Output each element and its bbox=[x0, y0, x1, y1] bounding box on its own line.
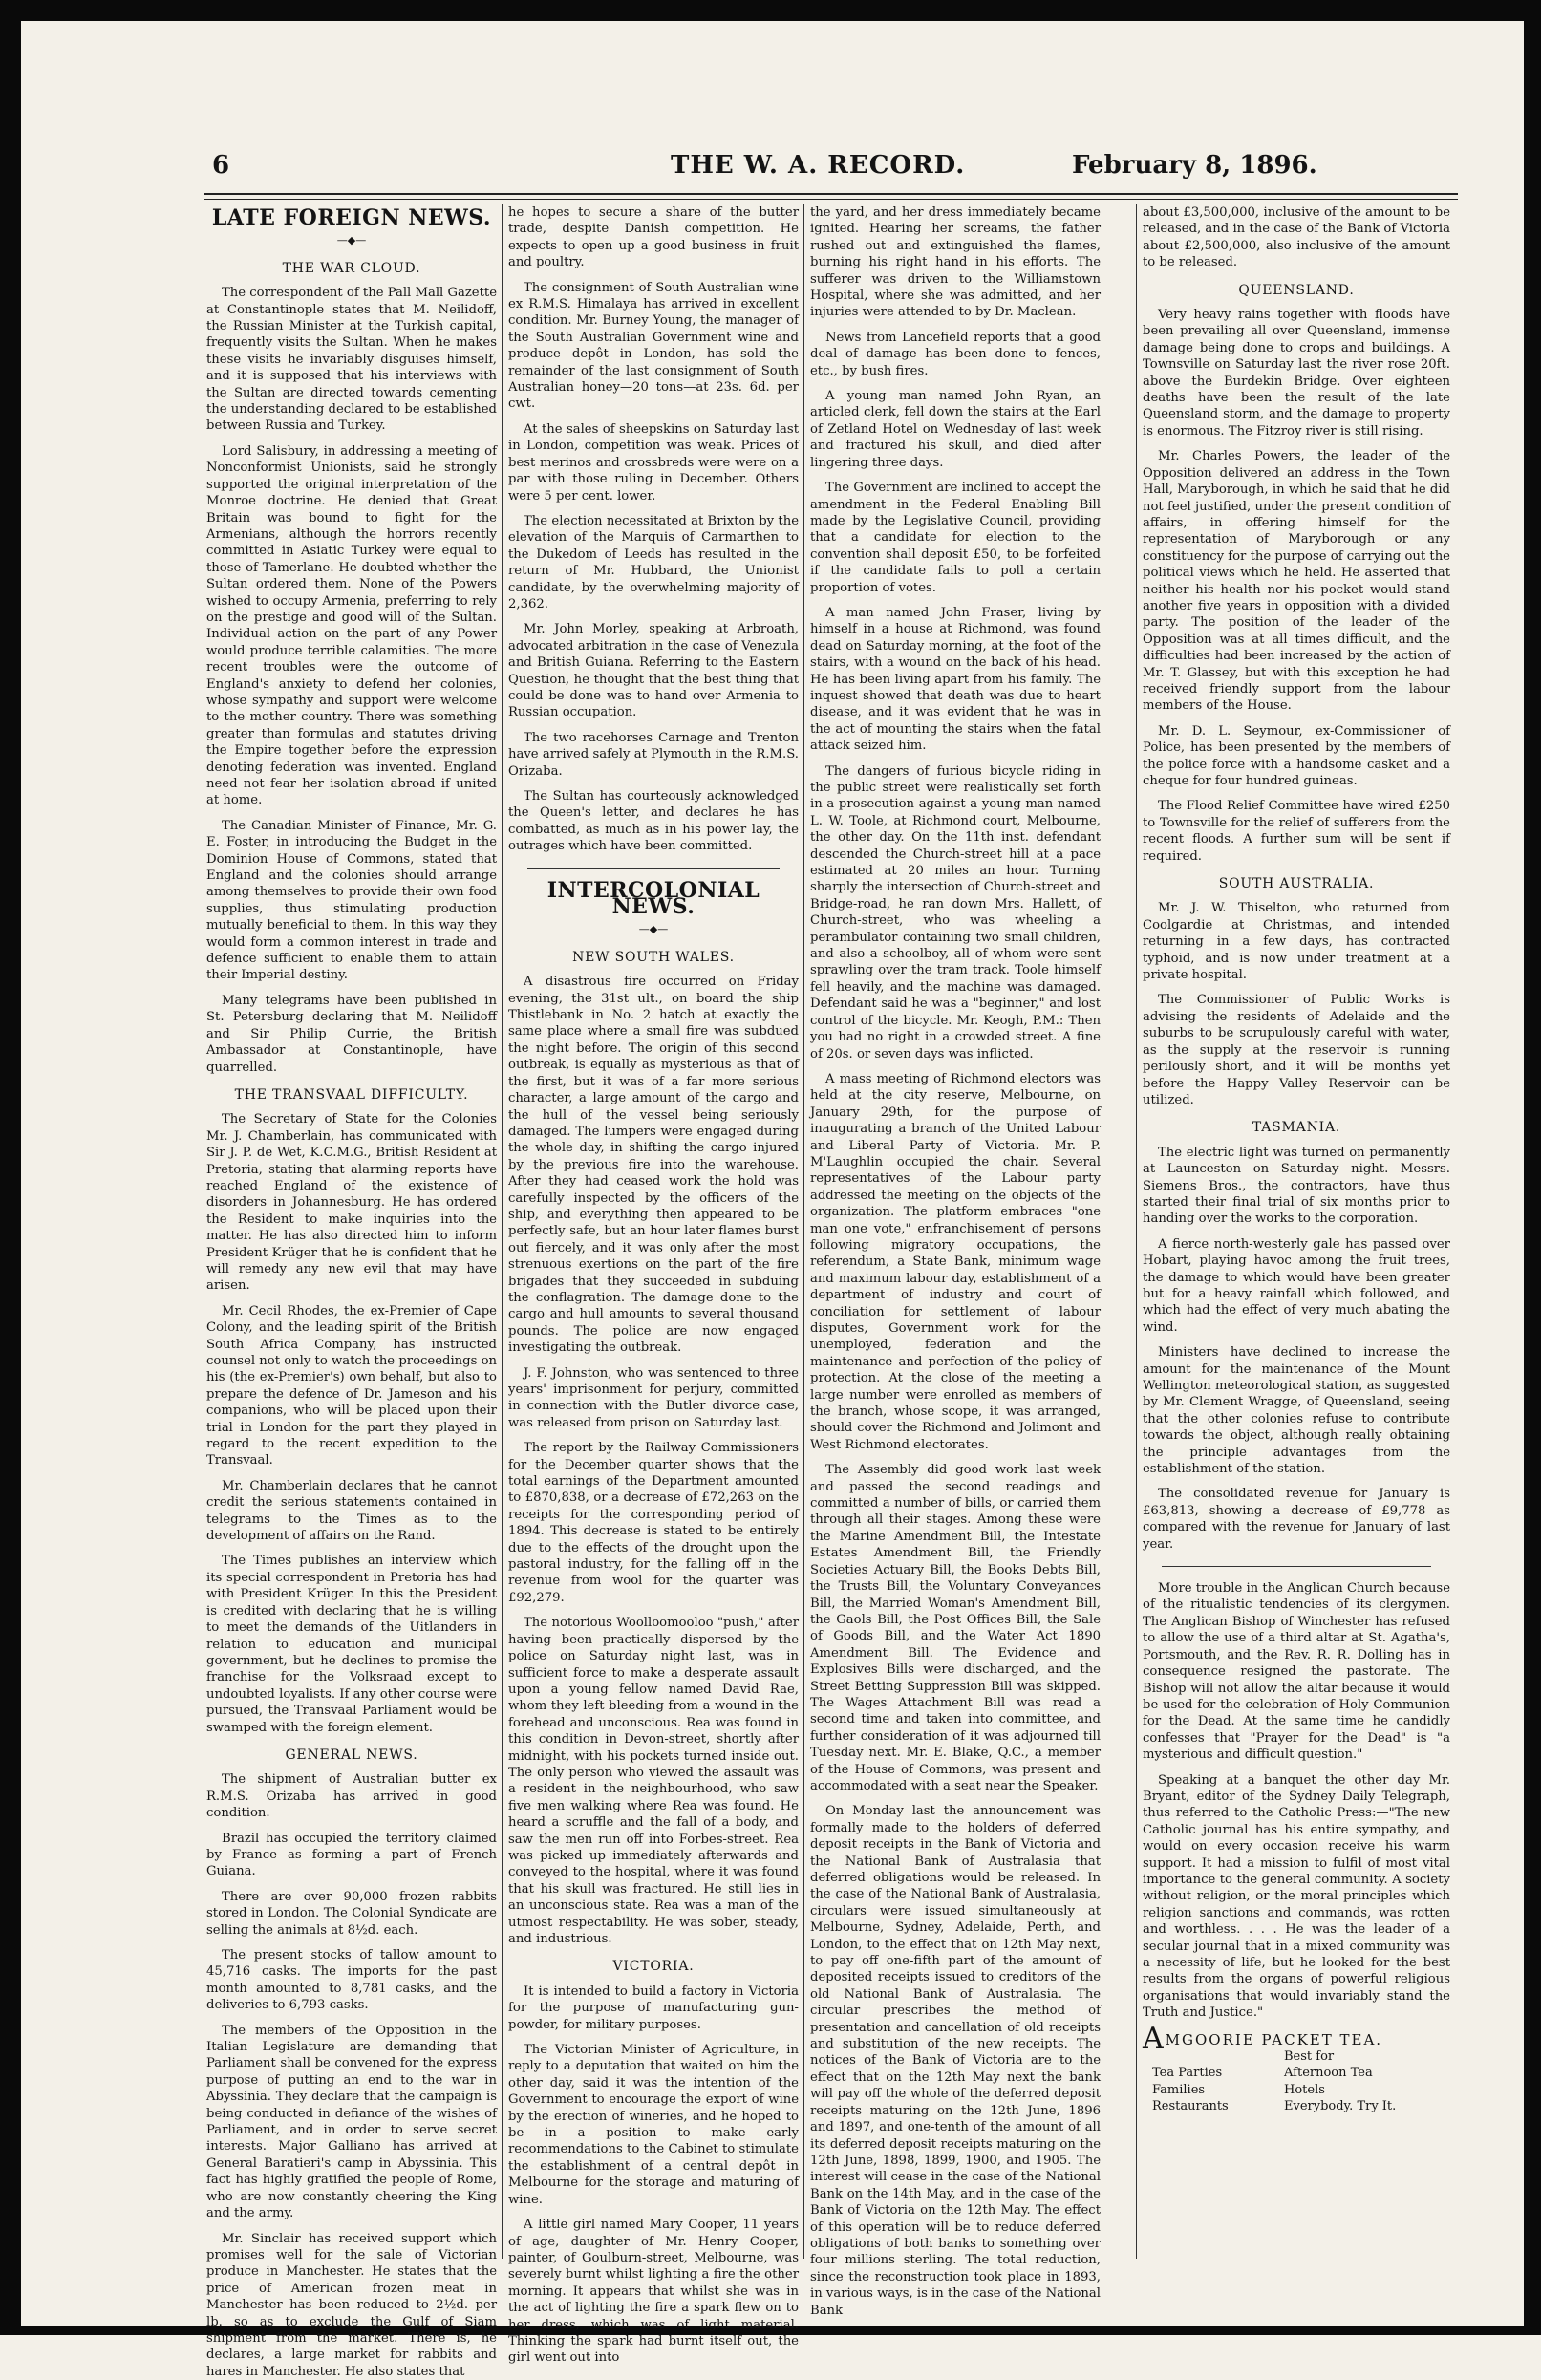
article-paragraph: Mr. Sinclair has received support which promises well for the sale of Victorian produce in Manchester. He states that the price of American frozen meat in Manchester has been reduced to 2½d. per lb. so as to exclude the Gulf of Siam shipment from the market. There is, he declares, a large market for rabbits and hares in Manchester. He also states that bbox=[206, 2231, 497, 2380]
article-paragraph: about £3,500,000, inclusive of the amount to be released, and in the case of the Bank of Victoria about £2,500,000, also inclusive of the amount to be released. bbox=[1143, 204, 1450, 271]
article-paragraph: A little girl named Mary Cooper, 11 years of age, daughter of Mr. Henry Cooper, painter, of Goulburn-street, Melbourne, was severely burnt whilst lighting a fire the other morning. It appears that whilst she was in the act of lighting the fire a spark flew on to her dress, which was of light material. Thinking the spark had burnt itself out, the girl went out into bbox=[508, 2217, 799, 2367]
ad-row bbox=[1143, 2082, 1450, 2098]
column-rule bbox=[803, 204, 804, 2259]
article-paragraph: Brazil has occupied the territory claimed by France as forming a part of French Guiana. bbox=[206, 1831, 497, 1880]
article-paragraph: The election necessitated at Brixton by the elevation of the Marquis of Carmarthen to the Dukedom of Leeds has resulted in the return of Mr. Hubbard, the Unionist candidate, by the overwhelming majority of 2,362. bbox=[508, 513, 799, 612]
article-paragraph: A disastrous fire occurred on Friday evening, the 31st ult., on board the ship Thistlebank in No. 2 hatch at exactly the same place where a small fire was subdued the night before. The origin of this second outbreak, is equally as mysterious as that of the first, but it was of a far more serious character, a large amount of the cargo and the hull of the vessel being seriously damaged. The lumpers were engaged during the whole day, in shifting the cargo injured by the previous fire into the warehouse. After they had ceased work the hold was carefully inspected by the officers of the ship, and everything then appeared to be perfectly safe, but an hour later flames burst out fiercely, and it was only after the most strenuous exertions on the part of the fire brigades that they succeeded in subduing the conflagration. The damage done to the cargo and hull amounts to several thousand pounds. The police are now engaged investigating the outbreak. bbox=[508, 974, 799, 1356]
article-paragraph: Ministers have declined to increase the amount for the maintenance of the Mount Wellington meteorological station, as suggested by Mr. Clement Wragge, of Queensland, seeing that the other colonies refuse to contribute towards the object, although really obtaining the principle advantages from the establishment of the station. bbox=[1143, 1344, 1450, 1477]
section-divider bbox=[527, 868, 780, 869]
article-paragraph: The members of the Opposition in the Italian Legislature are demanding that Parliament shall be convened for the express purpose of putting an end to the war in Abyssinia. They declare that the campaign is being conducted in defiance of the wishes of Parliament, and in order to serve secret interests. Major Galliano has arrived at General Baratieri's camp in Abyssinia. This fact has highly gratified the people of Rome, who are now constantly cheering the King and the army. bbox=[206, 2023, 497, 2222]
ad-item: Tea Parties bbox=[1143, 2065, 1284, 2081]
article-paragraph: The Government are inclined to accept the amendment in the Federal Enabling Bill made by the Legislative Council, providing that a candidate for election to the convention shall deposit £50, to be forfeited if the candidate fails to poll a certain proportion of votes. bbox=[810, 480, 1101, 596]
article-paragraph: The consolidated revenue for January is £63,813, showing a decrease of £9,778 as compared with the revenue for January of last year. bbox=[1143, 1486, 1450, 1553]
subheading-new-south-wales: NEW SOUTH WALES. bbox=[508, 950, 799, 966]
article-paragraph: Mr. D. L. Seymour, ex-Commissioner of Police, has been presented by the members of the police force with a handsome casket and a cheque for four hundred guineas. bbox=[1143, 723, 1450, 790]
article-paragraph: Very heavy rains together with floods have been prevailing all over Queensland, immense damage being done to crops and buildings. A Townsville on Saturday last the river rose 20ft. above the Burdekin Bridge. Over eighteen deaths have been the result of the late Queensland storm, and the damage to property is enormous. The Fitzroy river is still rising. bbox=[1143, 307, 1450, 440]
scan-border-right bbox=[1524, 0, 1541, 2335]
article-paragraph: the yard, and her dress immediately became ignited. Hearing her screams, the father rushed out and extinguished the flames, burning his right hand in his efforts. The sufferer was driven to the Williamstown Hospital, where she was admitted, and her injuries were attended to by Dr. Maclean. bbox=[810, 204, 1101, 321]
article-paragraph: The Assembly did good work last week and passed the second readings and committed a number of bills, or carried them through all their stages. Among these were the Marine Amendment Bill, the Intestate Estates Amendment Bill, the Friendly Societies Actuary Bill, the Books Debts Bill, the Trusts Bill, the Voluntary Conveyances Bill, the Married Woman's Amendment Bill, the Gaols Bill, the Post Offices Bill, the Sale of Goods Bill, and the Water Act 1890 Amendment Bill. The Evidence and Explosives Bills were discharged, and the Street Betting Suppression Bill was skipped. The Wages Attachment Bill was read a second time and taken into committee, and further consideration of it was adjourned till Tuesday next. Mr. E. Blake, Q.C., a member of the House of Commons, was present and accommodated with a seat near the Speaker. bbox=[810, 1462, 1101, 1794]
article-paragraph: There are over 90,000 frozen rabbits stored in London. The Colonial Syndicate are selling the animals at 8½d. each. bbox=[206, 1889, 497, 1939]
article-paragraph: The consignment of South Australian wine ex R.M.S. Himalaya has arrived in excellent condition. Mr. Burney Young, the manager of the South Australian Government wine and produce depôt in London, has sold the remainder of the last consignment of South Australian honey—20 tons—at 23s. 6d. per cwt. bbox=[508, 280, 799, 413]
article-paragraph: The present stocks of tallow amount to 45,716 casks. The imports for the past month amounted to 8,781 casks, and the deliveries to 6,793 casks. bbox=[206, 1947, 497, 2014]
ornament-divider: —◆— bbox=[508, 921, 799, 937]
article-paragraph: The report by the Railway Commissioners for the December quarter shows that the total earnings of the Department amounted to £870,838, or a decrease of £72,263 on the receipts for the corresponding period of 1894. This decrease is stated to be entirely due to the effects of the drought upon the pastoral industry, for the falling off in the revenue from wool for the quarter was £92,279. bbox=[508, 1440, 799, 1606]
subheading-victoria: VICTORIA. bbox=[508, 1959, 799, 1975]
section-heading-intercolonial-news: INTERCOLONIAL NEWS. bbox=[508, 883, 799, 916]
section-divider bbox=[1162, 1566, 1431, 1567]
column-4 bbox=[1143, 204, 1450, 2259]
subheading-tasmania: TASMANIA. bbox=[1143, 1120, 1450, 1136]
article-paragraph: The Victorian Minister of Agriculture, in reply to a deputation that waited on him the other day, said it was the intention of the Government to encourage the export of wine by the erection of wineries, and he hoped to be in a position to make early recommendations to the Cabinet to stimulate the establishment of a central depôt in Melbourne for the storage and maturing of wine. bbox=[508, 2042, 799, 2208]
article-paragraph: Mr. Charles Powers, the leader of the Opposition delivered an address in the Town Hall, Maryborough, in which he said that he did not feel justified, under the present condition of affairs, in offering himself for the representation of Maryborough or any constituency for the purpose of carrying out the political views which he held. He asserted that neither his health nor his pocket would stand another five years in opposition with a divided party. The position of the leader of the Opposition was at all times difficult, and the difficulties had been increased by the action of Mr. T. Glassey, but with this exception he had received friendly support from the labour members of the House. bbox=[1143, 448, 1450, 715]
subheading-queensland: QUEENSLAND. bbox=[1143, 283, 1450, 299]
article-paragraph: The Canadian Minister of Finance, Mr. G. E. Foster, in introducing the Budget in the Dominion House of Commons, stated that England and the colonies should arrange among themselves to provide their own food supplies, thus stimulating production mutually beneficial to them. In this way they would form a common interest in trade and defence sufficient to enable them to attain their Imperial destiny. bbox=[206, 818, 497, 984]
column-3 bbox=[810, 204, 1101, 2259]
article-paragraph: Mr. J. W. Thiselton, who returned from Coolgardie at Christmas, and intended returning in a few days, has contracted typhoid, and is now under treatment at a private hospital. bbox=[1143, 900, 1450, 983]
article-paragraph: On Monday last the announcement was formally made to the holders of deferred deposit receipts in the Bank of Victoria and the National Bank of Australasia that deferred obligations would be released. In the case of the National Bank of Australasia, circulars were issued simultaneously at Melbourne, Sydney, Adelaide, Perth, and London, to the effect that on 12th May next, to pay off one-fifth part of the amount of deposited receipts issued to creditors of the old National Bank of Australasia. The circular prescribes the method of presentation and cancellation of old receipts and substitution of the new receipts. The notices of the Bank of Victoria are to the effect that on the 12th May next the bank will pay off the whole of the deferred deposit receipts maturing on the 12th June, 1896 and 1897, and one-tenth of the amount of all its deferred deposit receipts maturing on the 12th June, 1898, 1899, 1900, and 1905. The interest will cease in the case of the National Bank on the 14th May, and in the case of the Bank of Victoria on the 12th May. The effect of this operation will be to reduce deferred obligations of both banks to something over four millions sterling. The total reduction, since the reconstruction took place in 1893, in various ways, is in the case of the National Bank bbox=[810, 1803, 1101, 2319]
issue-date: February 8, 1896. bbox=[1072, 151, 1317, 180]
ad-drop-cap: A bbox=[1143, 2022, 1166, 2055]
ad-item: Restaurants bbox=[1143, 2098, 1284, 2114]
article-paragraph: The shipment of Australian butter ex R.M.S. Orizaba has arrived in good condition. bbox=[206, 1771, 497, 1821]
scan-border-left bbox=[0, 0, 21, 2335]
column-1 bbox=[206, 204, 497, 2259]
article-paragraph: A mass meeting of Richmond electors was held at the city reserve, Melbourne, on January 29th, for the purpose of inaugurating a branch of the United Labour and Liberal Party of Victoria. Mr. P. M'Laughlin occupied the chair. Several representatives of the Labour party addressed the meeting on the objects of the organization. The platform embraces "one man one vote," enfranchisement of persons following migratory occupations, the referendum, a State Bank, minimum wage and maximum labour day, establishment of a department of industry and court of conciliation for settlement of labour disputes, Government work for the unemployed, federation and the maintenance and perfection of the policy of protection. At the close of the meeting a large number were enrolled as members of the branch, whose scope, it was arranged, should cover the Richmond and Jolimont and West Richmond electorates. bbox=[810, 1071, 1101, 1453]
article-paragraph: A young man named John Ryan, an articled clerk, fell down the stairs at the Earl of Zetland Hotel on Wednesday of last week and fractured his skull, and died after lingering three days. bbox=[810, 388, 1101, 471]
article-paragraph: A man named John Fraser, living by himself in a house at Richmond, was found dead on Saturday morning, at the foot of the stairs, with a wound on the back of his head. He has been living apart from his family. The inquest showed that death was due to heart disease, and it was evident that he was in the act of mounting the stairs when the fatal attack seized him. bbox=[810, 605, 1101, 755]
column-rule bbox=[1136, 204, 1137, 2259]
subheading-war-cloud: THE WAR CLOUD. bbox=[206, 261, 497, 277]
ad-item: Everybody. Try It. bbox=[1284, 2098, 1396, 2114]
ad-title-text: MGOORIE PACKET TEA. bbox=[1166, 2031, 1382, 2048]
masthead-rule bbox=[204, 193, 1458, 200]
article-paragraph: Many telegrams have been published in St. Petersburg declaring that M. Neilidoff and Sir Philip Currie, the British Ambassador at Constantinople, have quarrelled. bbox=[206, 993, 497, 1076]
article-paragraph: The electric light was turned on permanently at Launceston on Saturday night. Messrs. Siemens Bros., the contractors, have thus started their final trial of six months prior to handing over the works to the corporation. bbox=[1143, 1145, 1450, 1228]
article-paragraph: The Sultan has courteously acknowledged the Queen's letter, and declares he has combatted, as much as in his power lay, the outrages which have been committed. bbox=[508, 788, 799, 855]
column-rule bbox=[502, 204, 503, 2259]
article-paragraph: It is intended to build a factory in Victoria for the purpose of manufacturing gun-powder, for military purposes. bbox=[508, 1983, 799, 2033]
article-paragraph: Lord Salisbury, in addressing a meeting of Nonconformist Unionists, said he strongly supported the original interpretation of the Monroe doctrine. He denied that Great Britain was bound to fight for the Armenians, although the horrors recently committed in Asiatic Turkey were equal to those of Tamerlane. He doubted whether the Sultan ordered them. None of the Powers wished to occupy Armenia, preferring to rely on the prestige and good will of the Sultan. Individual action on the part of any Power would produce terrible calamities. The more recent troubles were the outcome of England's anxiety to defend her colonies, whose sympathy and support were welcome to the mother country. There was something greater than formulas and statutes driving the Empire together before the expression denoting federation was invented. England need not fear her isolation abroad if united at home. bbox=[206, 443, 497, 809]
ad-item: Afternoon Tea bbox=[1284, 2065, 1373, 2081]
ornament-divider: —◆— bbox=[206, 232, 497, 248]
article-paragraph: The Secretary of State for the Colonies Mr. J. Chamberlain, has communicated with Sir J. P. de Wet, K.C.M.G., British Resident at Pretoria, stating that alarming reports have reached England of the existence of disorders in Johannesburg. He has ordered the Resident to make inquiries into the matter. He has also directed him to inform President Krüger that he is confident that he will remedy any new evil that may have arisen. bbox=[206, 1111, 497, 1294]
ad-title bbox=[1143, 2030, 1450, 2048]
masthead bbox=[212, 143, 1454, 197]
article-paragraph: The Flood Relief Committee have wired £250 to Townsville for the relief of sufferers from the recent floods. A further sum will be sent if required. bbox=[1143, 798, 1450, 865]
subheading-south-australia: SOUTH AUSTRALIA. bbox=[1143, 876, 1450, 892]
article-paragraph: Speaking at a banquet the other day Mr. Bryant, editor of the Sydney Daily Telegraph, thus referred to the Catholic Press:—"The new Catholic journal has his entire sympathy, and would on every occasion receive his warm support. It had a mission to fulfil of most vital importance to the general community. A society without religion, or the moral principles which religion sanctions and commands, was rotten and worthless. . . . He was the leader of a secular journal that in a mixed community was a necessity of life, but he looked for the best results from the organs of powerful religious organisations that would invariably stand the Truth and Justice." bbox=[1143, 1772, 1450, 2022]
article-paragraph: The correspondent of the Pall Mall Gazette at Constantinople states that M. Neilidoff, the Russian Minister at the Turkish capital, frequently visits the Sultan. When he makes these visits he invariably disguises himself, and it is supposed that his interviews with the Sultan are directed towards cementing the understanding declared to be established between Russia and Turkey. bbox=[206, 285, 497, 435]
ad-row bbox=[1143, 2098, 1450, 2114]
article-paragraph: The dangers of furious bicycle riding in the public street were realistically set forth in a prosecution against a young man named L. W. Toole, at Richmond court, Melbourne, the other day. On the 11th inst. defendant descended the Church-street hill at a pace estimated at 20 miles an hour. Turning sharply the intersection of Church-street and Bridge-road, he ran down Mrs. Hallett, of Church-street, who was wheeling a perambulator containing two small children, and also a schoolboy, all of whom were sent sprawling over the tram track. Toole himself fell heavily, and the machine was damaged. Defendant said he was a "beginner," and lost control of the bicycle. Mr. Keogh, P.M.: Then you had no right in a crowded street. A fine of 20s. or seven days was inflicted. bbox=[810, 763, 1101, 1062]
tea-advertisement bbox=[1143, 2030, 1450, 2115]
paper-name: THE W. A. RECORD. bbox=[671, 151, 965, 180]
article-paragraph: he hopes to secure a share of the butter trade, despite Danish competition. He expects to open up a good business in fruit and poultry. bbox=[508, 204, 799, 271]
page-number: 6 bbox=[212, 151, 229, 180]
ad-item: Families bbox=[1143, 2082, 1284, 2098]
ad-item: Hotels bbox=[1284, 2082, 1325, 2098]
article-paragraph: The two racehorses Carnage and Trenton have arrived safely at Plymouth in the R.M.S. Orizaba. bbox=[508, 730, 799, 780]
article-paragraph: Mr. John Morley, speaking at Arbroath, advocated arbitration in the case of Venezula and British Guiana. Referring to the Eastern Question, he thought that the best thing that could be done was to hand over Armenia to Russian occupation. bbox=[508, 621, 799, 720]
article-paragraph: Mr. Cecil Rhodes, the ex-Premier of Cape Colony, and the leading spirit of the British South Africa Company, has instructed counsel not only to watch the proceedings on his (the ex-Premier's) own behalf, but also to prepare the defence of Dr. Jameson and his companions, who will be placed upon their trial in London for the part they played in regard to the recent expedition to the Transvaal. bbox=[206, 1303, 497, 1469]
article-paragraph: Mr. Chamberlain declares that he cannot credit the serious statements contained in telegrams to the Times as to the development of affairs on the Rand. bbox=[206, 1478, 497, 1545]
subheading-general-news: GENERAL NEWS. bbox=[206, 1747, 497, 1764]
scan-border-top bbox=[0, 0, 1541, 21]
article-paragraph: At the sales of sheepskins on Saturday last in London, competition was weak. Prices of best merinos and crossbreds were were on a par with those ruling in December. Others were 5 per cent. lower. bbox=[508, 421, 799, 504]
article-paragraph: News from Lancefield reports that a good deal of damage has been done to fences, etc., by bush fires. bbox=[810, 330, 1101, 379]
article-paragraph: J. F. Johnston, who was sentenced to three years' imprisonment for perjury, committed in connection with the Butler divorce case, was released from prison on Saturday last. bbox=[508, 1365, 799, 1432]
article-paragraph: A fierce north-westerly gale has passed over Hobart, playing havoc among the fruit trees, the damage to which would have been greater but for a heavy rainfall which followed, and which had the effect of very much abating the wind. bbox=[1143, 1236, 1450, 1336]
article-paragraph: The Commissioner of Public Works is advising the residents of Adelaide and the suburbs to be scrupulously careful with water, as the supply at the reservoir is running perilously short, and it will be months yet before the Happy Valley Reservoir can be utilized. bbox=[1143, 992, 1450, 1108]
ad-row bbox=[1143, 2065, 1450, 2081]
subheading-transvaal: THE TRANSVAAL DIFFICULTY. bbox=[206, 1087, 497, 1104]
section-heading-late-foreign-news: LATE FOREIGN NEWS. bbox=[206, 210, 497, 226]
article-paragraph: The Times publishes an interview which its special correspondent in Pretoria has had with President Krüger. In this the President is credited with declaring that he is willing to meet the demands of the Uitlanders in relation to education and municipal government, but he declines to promise the franchise for the Volksraad except to undoubted loyalists. If any other course were pursued, the Transvaal Parliament would be swamped with the foreign element. bbox=[206, 1553, 497, 1735]
column-2 bbox=[508, 204, 799, 2259]
article-paragraph: The notorious Woolloomooloo "push," after having been practically dispersed by the police on Saturday night last, was in sufficient force to make a desperate assault upon a young fellow named David Rae, whom they left bleeding from a wound in the forehead and unconscious. Rea was found in this condition in Devon-street, shortly after midnight, with his pockets turned inside out. The only person who viewed the assault was a resident in the neighbourhood, who saw five men walking where Rea was found. He heard a scruffle and the fall of a body, and saw the men run off into Forbes-street. Rea was picked up immediately afterwards and conveyed to the hospital, where it was found that his skull was fractured. He still lies in an unconscious state. Rea was a man of the utmost respectability. He was sober, steady, and industrious. bbox=[508, 1615, 799, 1947]
article-paragraph: More trouble in the Anglican Church because of the ritualistic tendencies of its clergymen. The Anglican Bishop of Winchester has refused to allow the use of a third altar at St. Agatha's, Portsmouth, and the Rev. R. R. Dolling has in consequence resigned the pastorate. The Bishop will not allow the altar because it would be used for the celebration of Holy Communion for the Dead. At the same time he candidly confesses that "Prayer for the Dead" is "a mysterious and difficult question." bbox=[1143, 1580, 1450, 1763]
ad-best-for: Best for bbox=[1143, 2048, 1450, 2065]
